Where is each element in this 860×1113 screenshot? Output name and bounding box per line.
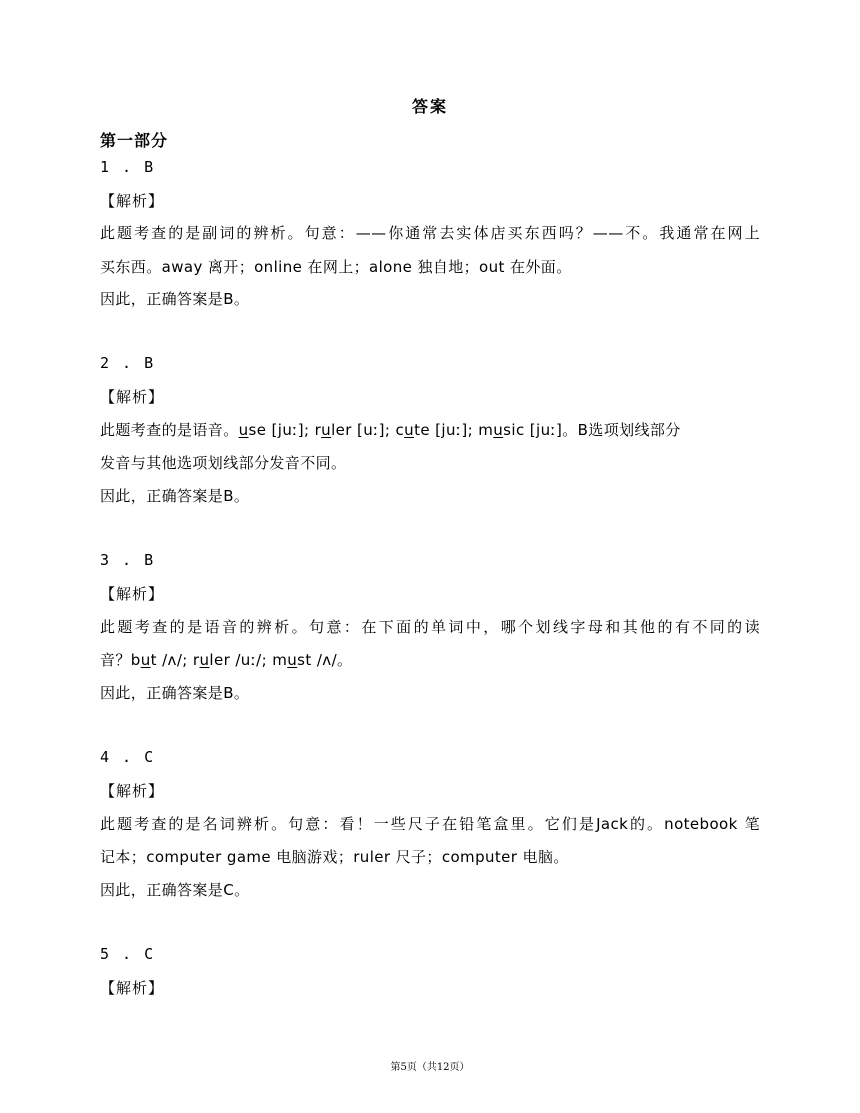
question-1-answer: 因此，正确答案是B。	[100, 290, 250, 308]
question-3-answer: 因此，正确答案是B。	[100, 684, 250, 702]
question-1-analysis-label: 【解析】	[100, 192, 165, 210]
question-2-text-line-2: 发音与其他选项划线部分发音不同。	[100, 454, 347, 472]
question-1-text-line-1: 此题考查的是副词的辨析。句意：——你通常去实体店买东西吗？——不。我通常在网上	[100, 224, 760, 242]
question-2-answer: 因此，正确答案是B。	[100, 487, 250, 505]
question-2-text-line-1: 此题考查的是语音。use [juː]; ruler [uː]; cute [juː]; music [juː]。B选项划线部分	[100, 421, 681, 439]
question-3-text-line-1: 此题考查的是语音的辨析。句意：在下面的单词中，哪个划线字母和其他的有不同的读	[100, 618, 760, 636]
question-2-number: 2 . B	[100, 354, 156, 372]
question-2-analysis-label: 【解析】	[100, 388, 165, 406]
question-3-text-line-2: 音？but /ʌ/; ruler /uː/; must /ʌ/。	[100, 651, 353, 669]
question-4-answer: 因此，正确答案是C。	[100, 881, 250, 899]
question-4-number: 4 . C	[100, 748, 156, 766]
question-3-number: 3 . B	[100, 551, 156, 569]
question-5-number: 5 . C	[100, 945, 156, 963]
section-heading: 第一部分	[100, 131, 169, 150]
question-1-text-line-2: 买东西。away 离开；online 在网上；alone 独自地；out 在外面。	[100, 258, 572, 276]
question-4-analysis-label: 【解析】	[100, 782, 165, 800]
question-3-analysis-label: 【解析】	[100, 585, 165, 603]
page-title: 答案	[411, 97, 448, 116]
question-1-number: 1 . B	[100, 158, 156, 176]
question-4-text-line-1: 此题考查的是名词辨析。句意：看！一些尺子在铅笔盒里。它们是Jack的。notebook 笔	[100, 815, 760, 833]
question-4-text-line-2: 记本；computer game 电脑游戏；ruler 尺子；computer 电脑。	[100, 848, 569, 866]
page-footer: 第5页（共12页）	[390, 1062, 470, 1073]
question-5-analysis-label: 【解析】	[100, 979, 165, 997]
